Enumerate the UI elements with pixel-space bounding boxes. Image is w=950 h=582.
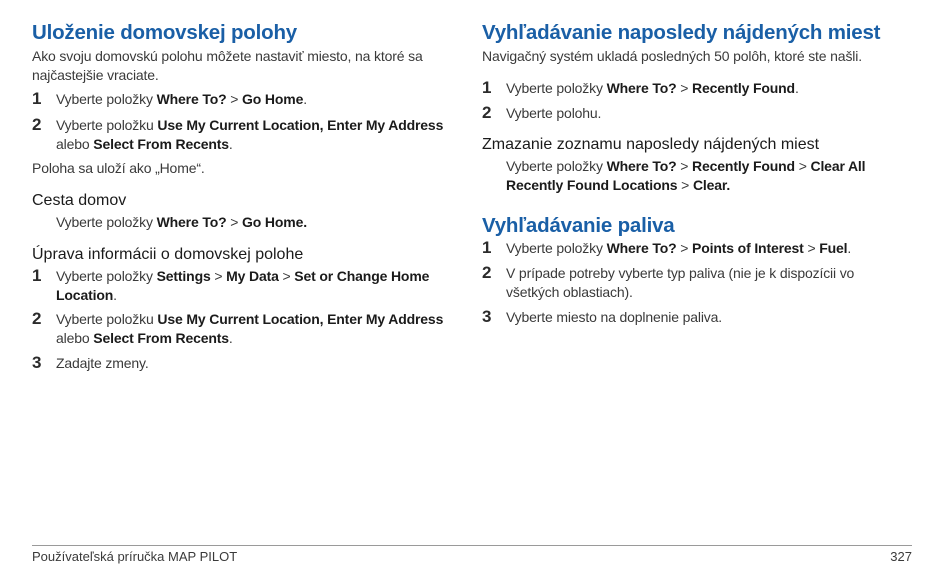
intro-text: Navigačný systém ukladá posledných 50 polôh, ktoré ste našli. bbox=[482, 48, 862, 64]
list-item: 3 Vyberte miesto na doplnenie paliva. bbox=[482, 307, 723, 326]
note-text: Poloha sa uloží ako „Home“. bbox=[32, 160, 205, 176]
list-item: 2 Vyberte položku Use My Current Location, Enter My Address alebo Select From Recents. bbox=[32, 115, 444, 152]
section-title-recently-found: Vyhľadávanie naposledy nájdených miest bbox=[482, 21, 881, 44]
list-item: 1 Vyberte položky Where To? > Recently Found. bbox=[482, 78, 799, 97]
page-number: 327 bbox=[890, 549, 912, 564]
go-home-text: Vyberte položky Where To? > Go Home. bbox=[56, 214, 307, 230]
list-item: 2 Vyberte položku Use My Current Location, Enter My Address alebo Select From Recents. bbox=[32, 309, 444, 346]
subheading-edit-home: Úprava informácii o domovskej polohe bbox=[32, 246, 304, 263]
footer-manual-title: Používateľská príručka MAP PILOT bbox=[32, 549, 238, 564]
list-item: 1 Vyberte položky Settings > My Data > Set or Change Home Location. bbox=[32, 266, 430, 303]
list-item: 1 Vyberte položky Where To? > Points of Interest > Fuel. bbox=[482, 238, 852, 257]
subheading-go-home: Cesta domov bbox=[32, 192, 127, 209]
steps-list bbox=[32, 90, 457, 154]
list-item: 3 Zadajte zmeny. bbox=[32, 353, 149, 372]
steps-list bbox=[32, 267, 457, 373]
right-column bbox=[482, 20, 922, 327]
clear-recent-text: Vyberte položky Where To? > Recently Found > Clear All Recently Found Locations > Clear. bbox=[506, 158, 866, 193]
list-item: 1 Vyberte položky Where To? > Go Home. bbox=[32, 89, 307, 108]
section-title-home-location: Uloženie domovskej polohy bbox=[32, 21, 297, 44]
steps-list bbox=[482, 79, 922, 123]
list-item: 2 Vyberte polohu. bbox=[482, 103, 602, 122]
subheading-clear-recent: Zmazanie zoznamu naposledy nájdených miest bbox=[482, 136, 820, 153]
steps-list bbox=[482, 239, 922, 327]
intro-text: Ako svoju domovskú polohu môžete nastaviť miesto, na ktoré sa najčastejšie vraciate. bbox=[32, 48, 423, 83]
left-column bbox=[32, 20, 457, 373]
footer-divider bbox=[32, 545, 912, 546]
list-item: 2 V prípade potreby vyberte typ paliva (nie je k dispozícii vo všetkých oblastiach). bbox=[482, 263, 855, 300]
section-title-fuel: Vyhľadávanie paliva bbox=[482, 214, 675, 237]
